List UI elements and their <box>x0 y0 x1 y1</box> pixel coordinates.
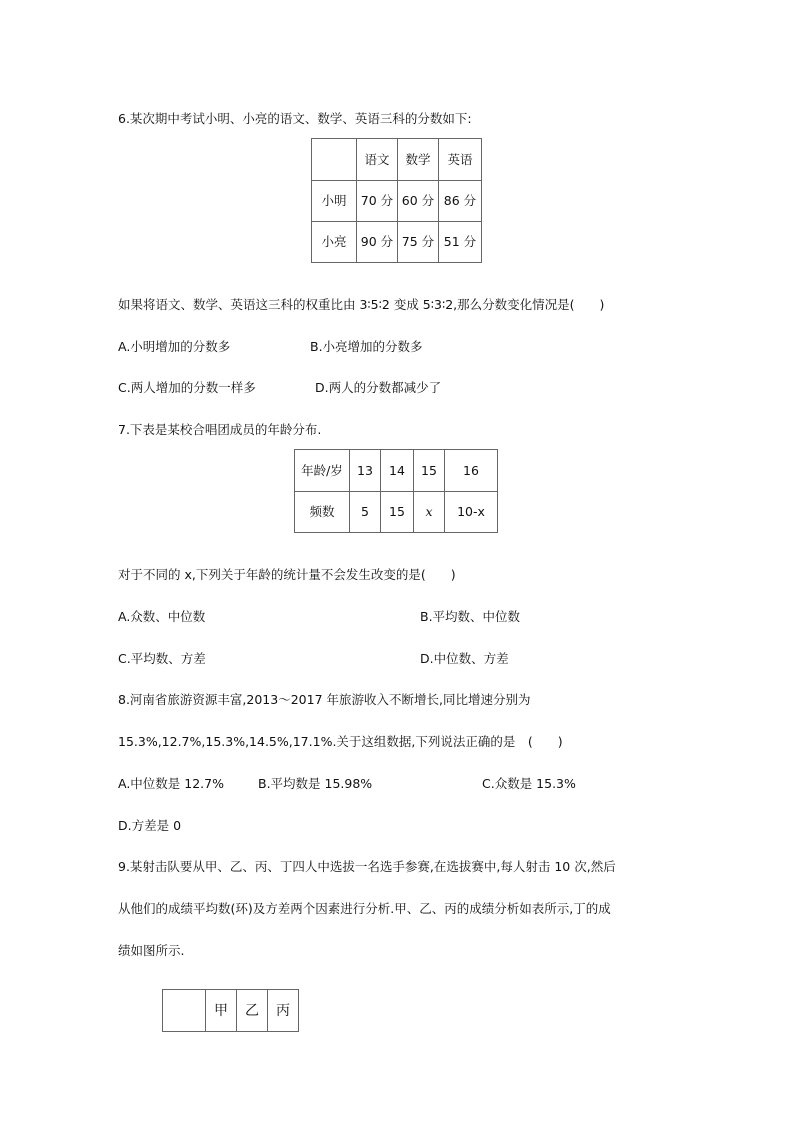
table-cell: 数学 <box>398 139 439 181</box>
table-cell: 75 分 <box>398 222 439 263</box>
q8-line-2: 15.3%,12.7%,15.3%,14.5%,17.1%.关于这组数据,下列说法正确的是 ( ) <box>118 734 563 749</box>
q6-option-a: A.小明增加的分数多 <box>118 339 231 354</box>
table-cell: 年龄/岁 <box>295 450 350 492</box>
table-cell: 13 <box>350 450 381 492</box>
q6-score-table <box>311 138 482 263</box>
table-row <box>312 222 482 263</box>
table-row <box>163 990 299 1032</box>
table-cell: 90 分 <box>357 222 398 263</box>
table-cell: 小亮 <box>312 222 357 263</box>
table-cell <box>312 139 357 181</box>
q8-option-c: C.众数是 15.3% <box>482 776 576 791</box>
table-cell: 60 分 <box>398 181 439 222</box>
table-row <box>295 450 498 492</box>
table-cell: 语文 <box>357 139 398 181</box>
q7-option-b: B.平均数、中位数 <box>420 609 521 624</box>
q7-stem: 7.下表是某校合唱团成员的年龄分布. <box>118 422 322 437</box>
table-row <box>295 492 498 533</box>
table-cell: 甲 <box>206 990 237 1032</box>
q7-age-table <box>294 449 498 533</box>
q6-option-b: B.小亮增加的分数多 <box>310 339 423 354</box>
table-cell <box>163 990 206 1032</box>
table-cell: x <box>414 492 445 533</box>
table-row <box>312 181 482 222</box>
q6-option-c: C.两人增加的分数一样多 <box>118 380 256 395</box>
q9-analysis-table <box>162 989 299 1032</box>
q7-option-d: D.中位数、方差 <box>420 651 509 666</box>
q7-question: 对于不同的 x,下列关于年龄的统计量不会发生改变的是( ) <box>118 567 456 582</box>
table-cell: 乙 <box>237 990 268 1032</box>
q6-question: 如果将语文、数学、英语这三科的权重比由 3∶5∶2 变成 5∶3∶2,那么分数变化情况是( ) <box>118 297 605 312</box>
table-cell: 频数 <box>295 492 350 533</box>
q7-option-a: A.众数、中位数 <box>118 609 206 624</box>
table-cell: 86 分 <box>439 181 482 222</box>
q9-line-3: 绩如图所示. <box>118 943 185 958</box>
q9-line-1: 9.某射击队要从甲、乙、丙、丁四人中选拔一名选手参赛,在选拔赛中,每人射击 10 次,然后 <box>118 859 616 874</box>
q6-stem: 6.某次期中考试小明、小亮的语文、数学、英语三科的分数如下: <box>118 111 472 126</box>
table-cell: 10-x <box>445 492 498 533</box>
table-cell: 丙 <box>268 990 299 1032</box>
table-cell: 5 <box>350 492 381 533</box>
q6-option-d: D.两人的分数都减少了 <box>315 380 442 395</box>
table-cell: 51 分 <box>439 222 482 263</box>
table-cell: 15 <box>414 450 445 492</box>
table-cell: 70 分 <box>357 181 398 222</box>
table-cell: 16 <box>445 450 498 492</box>
table-cell: 英语 <box>439 139 482 181</box>
q8-option-b: B.平均数是 15.98% <box>258 776 373 791</box>
table-row <box>312 139 482 181</box>
q8-option-a: A.中位数是 12.7% <box>118 776 224 791</box>
q9-line-2: 从他们的成绩平均数(环)及方差两个因素进行分析.甲、乙、丙的成绩分析如表所示,丁的成 <box>118 901 611 916</box>
q8-line-1: 8.河南省旅游资源丰富,2013〜2017 年旅游收入不断增长,同比增速分别为 <box>118 692 531 707</box>
table-cell: 14 <box>381 450 414 492</box>
table-cell: 小明 <box>312 181 357 222</box>
q8-option-d: D.方差是 0 <box>118 818 182 833</box>
table-cell: 15 <box>381 492 414 533</box>
q7-option-c: C.平均数、方差 <box>118 651 206 666</box>
